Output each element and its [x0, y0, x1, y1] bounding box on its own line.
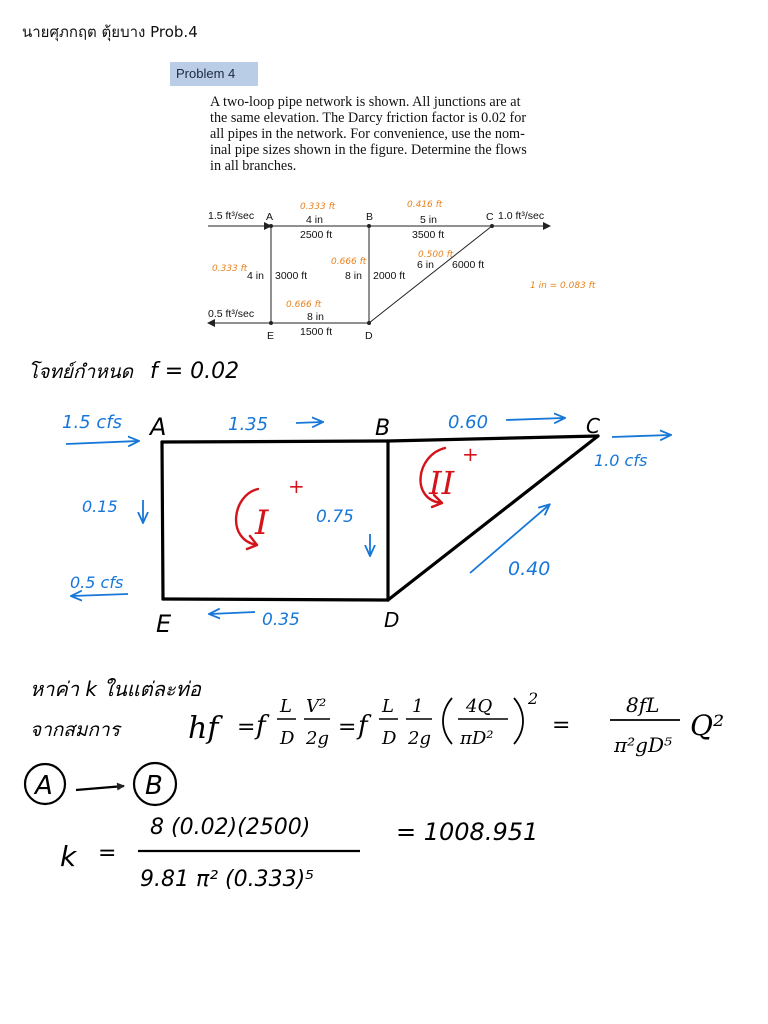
node-a-label: A: [266, 211, 274, 223]
flow-outflow-c: 1.0 cfs: [594, 451, 648, 470]
problem-line: in all branches.: [210, 158, 297, 174]
note-bd-diameter: 0.666 ft: [331, 257, 367, 267]
sketch-pipe-cd: [388, 436, 598, 600]
pipe-to-label: B: [145, 771, 163, 801]
eq-lhs: hf: [188, 711, 219, 746]
svg-text:L: L: [382, 696, 394, 717]
ab-length-label: 2500 ft: [300, 229, 333, 241]
sketch-node-e: E: [156, 610, 172, 638]
problem-line: A two-loop pipe network is shown. All junctions are at: [210, 94, 521, 110]
flow-cd-value: 0.40: [508, 558, 551, 580]
k-numerator: 8 (0.02)(2500): [150, 815, 311, 840]
outflow-e-label: 0.5 ft³/sec: [208, 308, 255, 320]
eq-rhs: Q²: [690, 709, 725, 742]
headloss-equation: [188, 689, 724, 757]
svg-text:2: 2: [528, 689, 539, 708]
flow-bc-value: 0.60: [448, 412, 489, 433]
sketch-pipe-bc: [388, 436, 598, 441]
junction-c: [490, 224, 494, 228]
svg-text:π²gD⁵: π²gD⁵: [614, 733, 673, 757]
arrow-flow-ab: [296, 422, 322, 423]
flow-ae-value: 0.15: [82, 497, 118, 516]
outflow-c-label: 1.0 ft³/sec: [498, 210, 545, 222]
svg-text:=: =: [98, 841, 117, 866]
ed-size-label: 8 in: [307, 311, 324, 323]
svg-text:πD²: πD²: [460, 728, 494, 749]
given-heading: โจทย์กำหนด: [28, 361, 134, 383]
arrow-right-icon: [76, 786, 124, 790]
node-b-label: B: [366, 211, 374, 223]
flow-ed-value: 0.35: [262, 610, 300, 630]
sketch-node-d: D: [384, 608, 400, 632]
ab-size-label: 4 in: [306, 214, 323, 226]
header-title: นายศุภกฤต ตุ้ยบาง Prob.4: [22, 23, 198, 41]
flow-inflow-a: 1.5 cfs: [62, 412, 122, 433]
svg-text:=: =: [237, 715, 256, 740]
sketch-pipe-ed: [163, 599, 388, 600]
sketch-node-a: A: [150, 413, 167, 441]
arrow-inflow-a: [66, 441, 138, 444]
note-ab-diameter: 0.333 ft: [300, 202, 336, 212]
pipe-from-label: A: [35, 771, 53, 801]
sketch-pipe-ab: [162, 441, 388, 442]
problem-badge: Problem 4: [170, 62, 258, 86]
sketch-pipe-ae: [162, 442, 163, 599]
junction-e: [269, 321, 273, 325]
arrow-flow-bc: [506, 418, 564, 420]
junction-a: [269, 224, 273, 228]
arrow-flow-ed: [210, 612, 255, 614]
flow-ab-value: 1.35: [228, 414, 269, 435]
bd-length-label: 2000 ft: [373, 270, 406, 282]
problem-line: inal pipe sizes shown in the figure. Determine the flows: [210, 142, 527, 158]
note-ae-diameter: 0.333 ft: [212, 264, 248, 274]
cd-length-label: 6000 ft: [452, 259, 485, 271]
pipe-network-figure: [208, 200, 596, 342]
loop-1-sign: +: [288, 474, 305, 498]
k-heading-line1: หาค่า k ในแต่ละท่อ: [30, 677, 201, 701]
problem-line: the same elevation. The Darcy friction factor is 0.02 for: [210, 110, 527, 126]
loop-2-sign: +: [462, 442, 479, 466]
arrow-outflow-e: [72, 594, 128, 596]
flow-outflow-e: 0.5 cfs: [70, 573, 124, 592]
loop-2-label: II: [429, 464, 455, 502]
problem-line: all pipes in the network. For convenience, use the nom-: [210, 126, 525, 142]
svg-text:f: f: [358, 711, 368, 741]
svg-text:=: =: [552, 713, 571, 738]
flow-bd-value: 0.75: [316, 507, 354, 527]
node-e-label: E: [267, 330, 275, 342]
ae-size-label: 4 in: [247, 270, 264, 282]
note-cd-diameter: 0.500 ft: [418, 250, 454, 260]
svg-text:f: f: [256, 711, 266, 741]
node-c-label: C: [486, 211, 494, 223]
sketch-node-c: C: [586, 414, 600, 438]
junction-d: [367, 321, 371, 325]
svg-text:2g: 2g: [408, 728, 431, 749]
bc-size-label: 5 in: [420, 214, 437, 226]
bd-size-label: 8 in: [345, 270, 362, 282]
inflow-a-label: 1.5 ft³/sec: [208, 210, 255, 222]
loop-1-label: I: [255, 503, 269, 543]
svg-text:D: D: [280, 728, 295, 749]
note-ed-diameter: 0.666 ft: [286, 300, 322, 310]
junction-b: [367, 224, 371, 228]
friction-factor: f = 0.02: [150, 359, 240, 384]
ed-length-label: 1500 ft: [300, 326, 333, 338]
k-denominator: 9.81 π² (0.333)⁵: [140, 867, 315, 892]
svg-text:L: L: [280, 696, 292, 717]
note-unit-conversion: 1 in = 0.083 ft: [530, 281, 596, 291]
node-d-label: D: [365, 330, 373, 342]
svg-text:D: D: [382, 728, 397, 749]
svg-text:1: 1: [412, 696, 424, 717]
svg-text:2g: 2g: [306, 728, 329, 749]
arrow-outflow-c: [612, 435, 670, 437]
note-bc-diameter: 0.416 ft: [407, 200, 443, 210]
sketch-node-b: B: [375, 416, 391, 441]
svg-text:4Q: 4Q: [466, 696, 493, 717]
cd-size-label: 6 in: [417, 259, 434, 271]
bc-length-label: 3500 ft: [412, 229, 445, 241]
svg-text:8fL: 8fL: [626, 693, 660, 717]
k-heading-line2: จากสมการ: [30, 719, 120, 741]
k-result: = 1008.951: [396, 818, 539, 846]
svg-text:V²: V²: [306, 696, 327, 717]
k-symbol: k: [60, 840, 77, 873]
svg-text:=: =: [338, 715, 357, 740]
ae-length-label: 3000 ft: [275, 270, 308, 282]
